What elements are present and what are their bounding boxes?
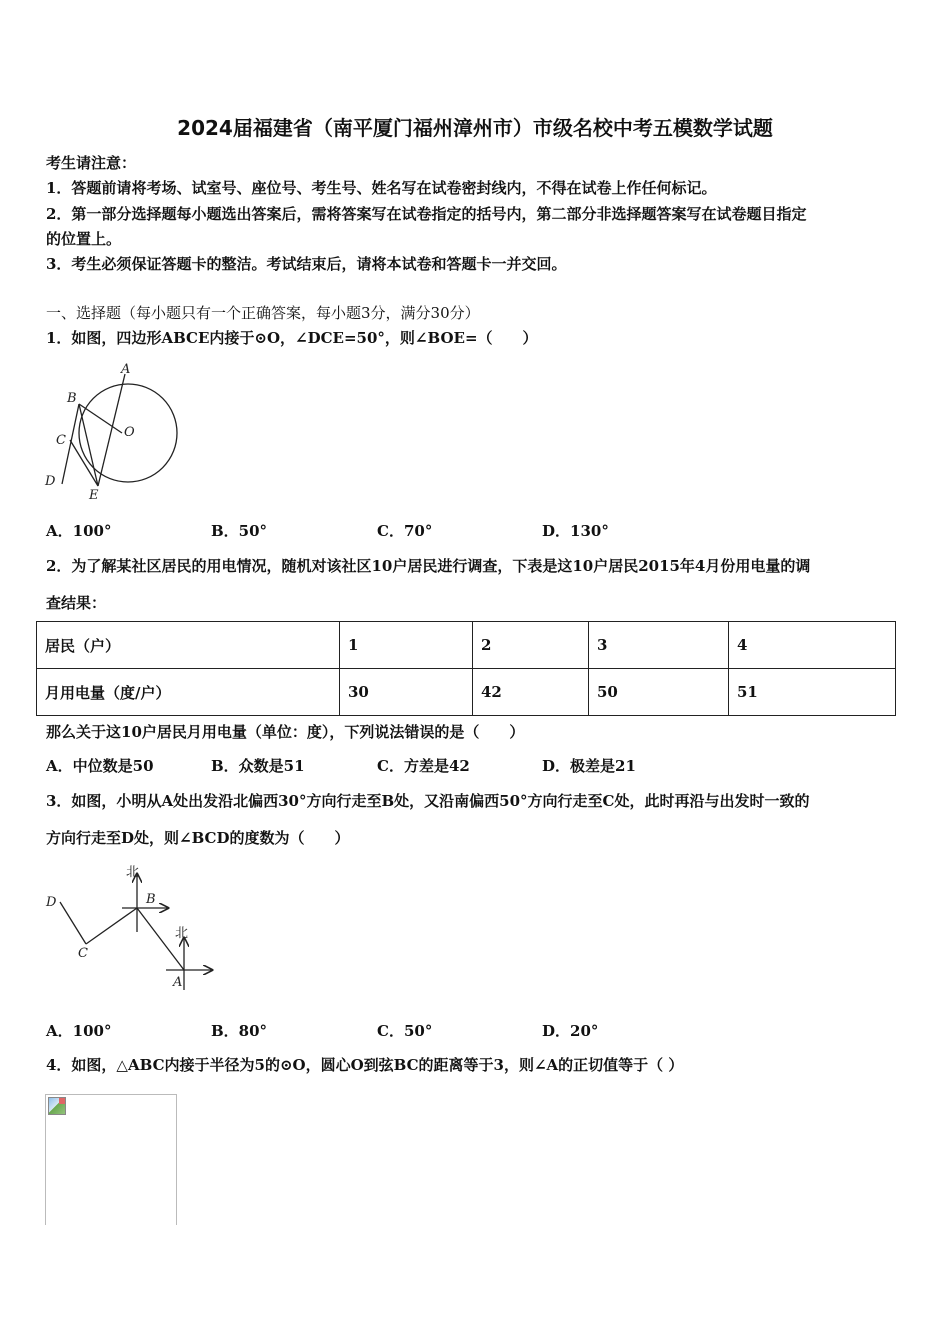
q1-option-a: A．100° [46,522,112,540]
q3-direction-figure [40,860,225,1005]
segment-bo [79,404,122,433]
usage-table [36,621,896,716]
segment-be [79,404,98,486]
q1-option-b: B．50° [211,522,268,540]
label-e: E [89,488,99,503]
q4-text: 4．如图，△ABC内接于半径为5的⊙O，圆心O到弦BC的距离等于3，则∠A的正切值等于（ ） [46,1056,684,1074]
label-o: O [124,425,135,440]
path-bc [86,908,137,944]
label-a: A [121,362,131,377]
q2-followup: 那么关于这10户居民月用电量（单位：度），下列说法错误的是（ ） [46,723,525,741]
table-cell: 2 [473,622,589,669]
table-cell: 月用电量（度/户） [37,669,340,716]
q2-option-b: B．众数是51 [211,757,305,775]
notice-item-2-cont: 的位置上。 [46,230,122,248]
label-d: D [45,474,56,489]
broken-image-icon [48,1097,66,1115]
label-a: A [173,975,183,990]
table-cell: 30 [340,669,473,716]
table-cell: 4 [729,622,896,669]
label-c: C [56,433,66,448]
q2-option-d: D．极差是21 [542,757,636,775]
label-b: B [146,892,156,907]
table-cell: 50 [589,669,729,716]
q2-option-a: A．中位数是50 [46,757,154,775]
q3-option-b: B．80° [211,1022,268,1040]
label-b: B [67,391,77,406]
q3-option-c: C．50° [377,1022,433,1040]
q2-option-c: C．方差是42 [377,757,470,775]
q3-option-a: A．100° [46,1022,112,1040]
q1-option-d: D．130° [542,522,609,540]
segment-ce [70,440,98,486]
section-heading: 一、选择题（每小题只有一个正确答案，每小题3分，满分30分） [46,304,480,322]
q3-text-cont: 方向行走至D处，则∠BCD的度数为（ ） [46,829,350,847]
page-title: 2024届福建省（南平厦门福州漳州市）市级名校中考五模数学试题 [177,116,773,140]
notice-heading: 考生请注意： [46,154,137,172]
notice-item-3: 3．考生必须保证答题卡的整洁。考试结束后，请将本试卷和答题卡一并交回。 [46,255,567,273]
table-cell: 居民（户） [37,622,340,669]
label-d: D [46,895,57,910]
table-row [37,669,896,716]
q1-circle-figure [42,360,187,505]
table-cell: 3 [589,622,729,669]
q2-text-cont: 查结果： [46,594,107,612]
q3-text: 3．如图，小明从A处出发沿北偏西30°方向行走至B处，又沿南偏西50°方向行走至C处，此时再沿与出发时一致的 [46,792,810,810]
table-cell: 42 [473,669,589,716]
table-cell: 1 [340,622,473,669]
table-cell: 51 [729,669,896,716]
notice-item-1: 1．答题前请将考场、试室号、座位号、考生号、姓名写在试卷密封线内，不得在试卷上作任何标记。 [46,179,717,197]
q2-text: 2．为了解某社区居民的用电情况，随机对该社区10户居民进行调查，下表是这10户居民2015年4月份用电量的调 [46,557,811,575]
notice-item-2: 2．第一部分选择题每小题选出答案后，需将答案写在试卷指定的括号内，第二部分非选择题答案写在试卷题目指定 [46,205,807,223]
q1-text: 1．如图，四边形ABCE内接于⊙O，∠DCE=50°，则∠BOE=（ ） [46,329,538,347]
path-cd [60,902,86,944]
q3-option-d: D．20° [542,1022,599,1040]
north-label-b: 北 [126,865,140,880]
label-c: C [78,946,88,961]
table-row [37,622,896,669]
q1-option-c: C．70° [377,522,433,540]
q4-figure-placeholder [45,1094,177,1225]
north-label-a: 北 [175,926,189,941]
